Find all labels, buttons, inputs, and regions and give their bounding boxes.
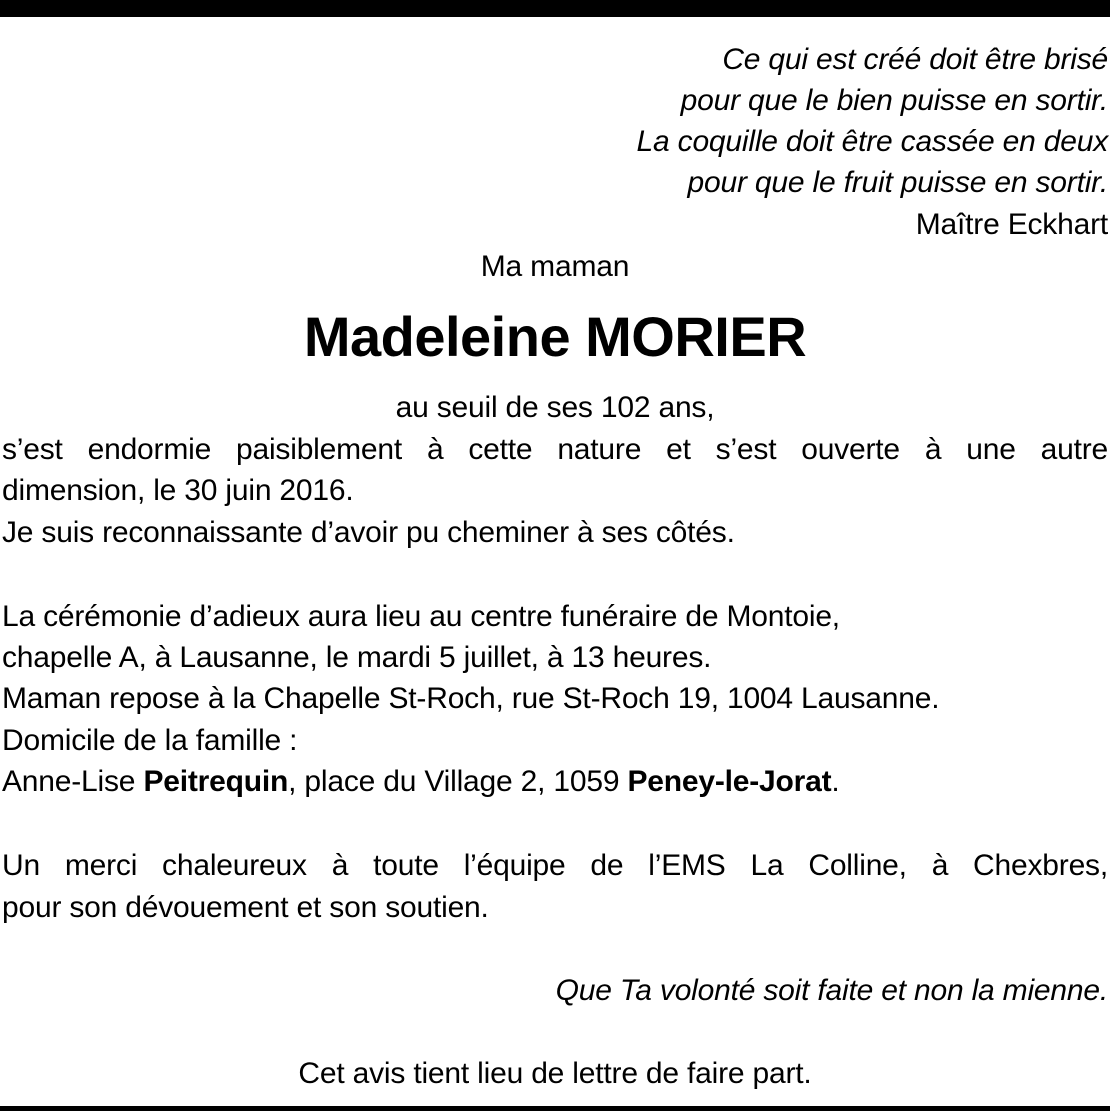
thanks-line-2: pour son dévouement et son soutien. bbox=[2, 891, 489, 924]
ceremony-line-3: Maman repose à la Chapelle St-Roch, rue St-Roch 19, 1004 Lausanne. bbox=[2, 682, 940, 715]
announcement-line-3: Je suis reconnaissante d’avoir pu cheminer à ses côtés. bbox=[2, 516, 735, 549]
intro-text: Ma maman bbox=[480, 250, 630, 283]
family-address-end: . bbox=[831, 765, 840, 798]
top-border bbox=[0, 0, 1110, 17]
family-first-name: Anne-Lise bbox=[2, 765, 144, 798]
family-surname: Peitrequin bbox=[143, 765, 289, 798]
thanks-line-1: Un merci chaleureux à toute l’équipe de l’EMS La Colline, à Chexbres, bbox=[2, 849, 1108, 882]
family-address bbox=[2, 762, 840, 802]
announcement-line-2: dimension, le 30 juin 2016. bbox=[2, 474, 354, 507]
bottom-border bbox=[0, 1106, 1110, 1111]
epigraph-line-2: pour que le bien puisse en sortir. bbox=[680, 84, 1108, 117]
notice-text: Cet avis tient lieu de lettre de faire part. bbox=[298, 1057, 812, 1090]
ceremony-line-4: Domicile de la famille : bbox=[2, 724, 298, 757]
family-locality: Peney-le-Jorat bbox=[627, 765, 832, 798]
epigraph-line-4: pour que le fruit puisse en sortir. bbox=[687, 166, 1108, 199]
ceremony-line-2: chapelle A, à Lausanne, le mardi 5 juillet, à 13 heures. bbox=[2, 641, 712, 674]
announcement-line-1: s’est endormie paisiblement à cette nature et s’est ouverte à une autre bbox=[2, 433, 1108, 466]
closing-quote: Que Ta volonté soit faite et non la mienne. bbox=[555, 974, 1108, 1007]
deceased-name: Madeleine MORIER bbox=[303, 305, 807, 368]
age-line: au seuil de ses 102 ans, bbox=[395, 391, 715, 424]
ceremony-line-1: La cérémonie d’adieux aura lieu au centre funéraire de Montoie, bbox=[2, 600, 840, 633]
epigraph-line-1: Ce qui est créé doit être brisé bbox=[722, 43, 1108, 76]
family-street: , place du Village 2, 1059 bbox=[288, 765, 628, 798]
epigraph-line-3: La coquille doit être cassée en deux bbox=[636, 125, 1108, 158]
epigraph-author: Maître Eckhart bbox=[915, 208, 1108, 241]
